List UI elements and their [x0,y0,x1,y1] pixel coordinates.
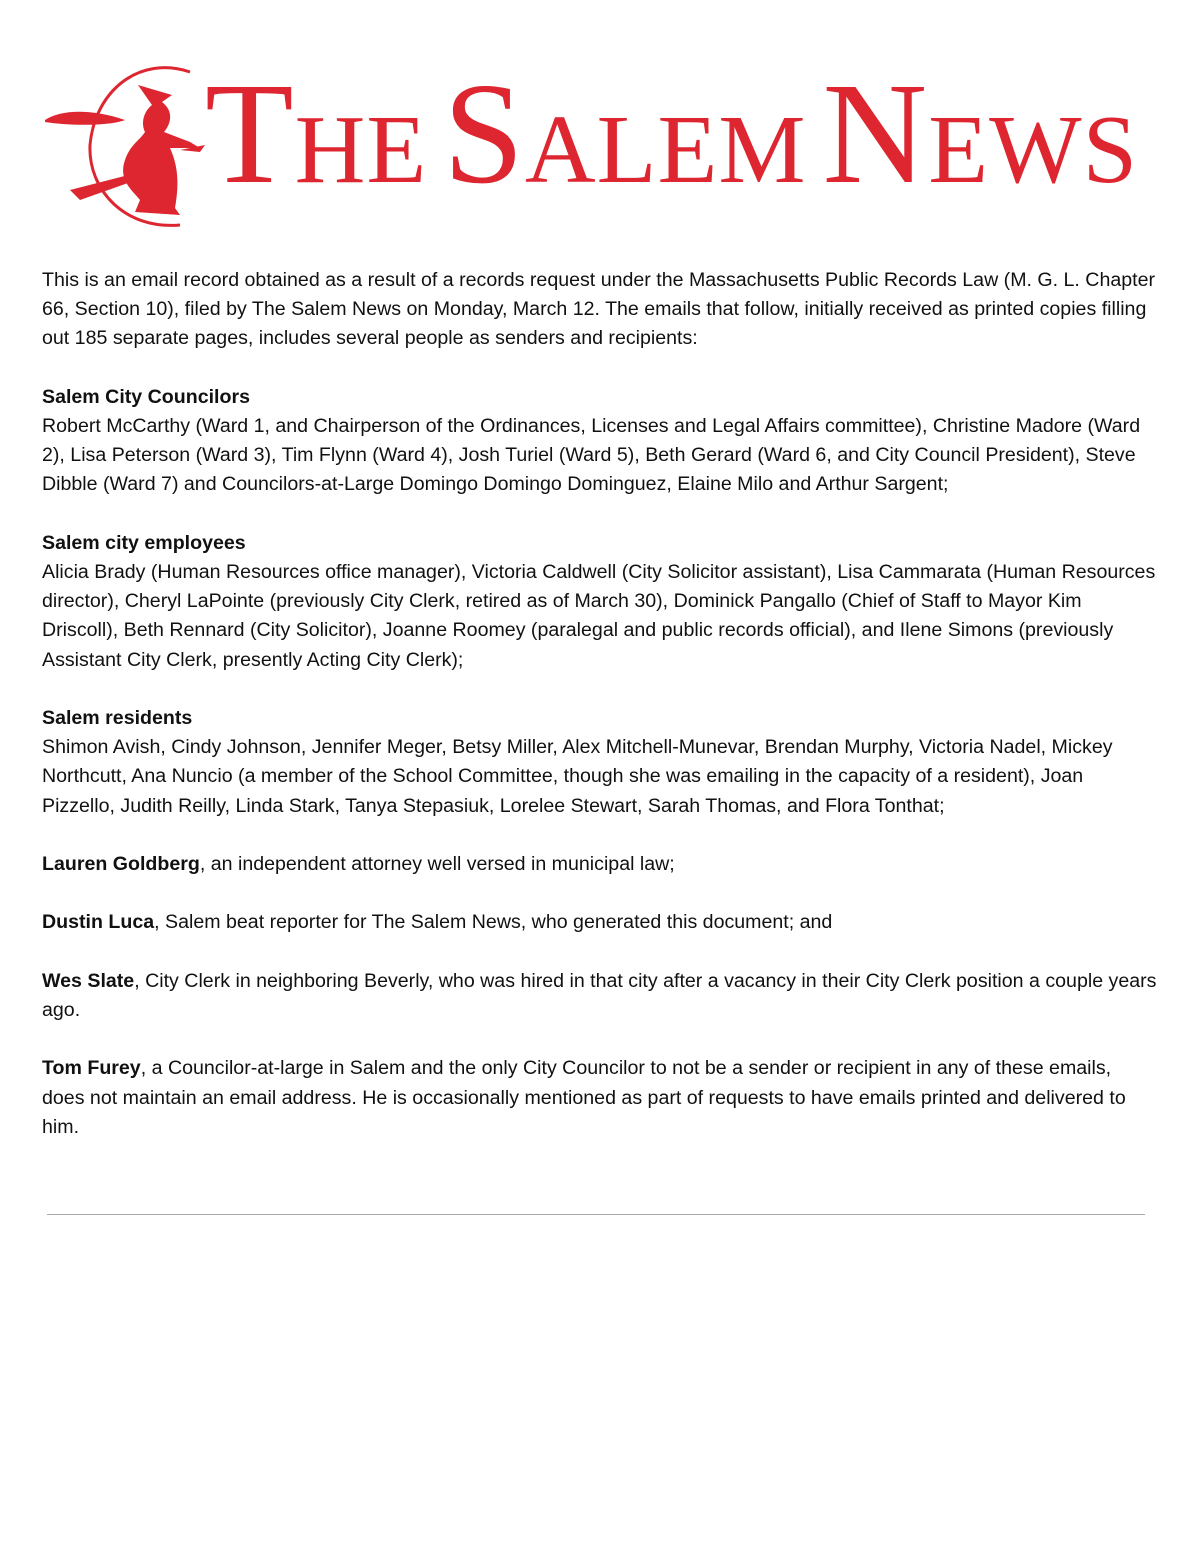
masthead-letters: ALEM [524,96,807,204]
document-body [42,266,1157,1171]
person-entry [42,850,1157,879]
masthead-letter: S [443,54,525,214]
section-heading: Salem residents [42,707,193,729]
section-employees [42,529,1157,675]
section-body: Shimon Avish, Cindy Johnson, Jennifer Meger, Betsy Miller, Alex Mitchell-Munevar, Brendan Murphy, Victoria Nadel, Mickey Northcutt, Ana Nuncio (a member of the School Committee, though she was emailing in the capacity of a resident), Joan Pizzello, Judith Reilly, Linda Stark, Tanya Stepasiuk, Lorelee Stewart, Sarah Thomas, and Flora Tonthat; [42,736,1113,817]
person-name: Dustin Luca [42,911,155,934]
person-entry [42,908,1157,937]
masthead-letters: HE [294,96,428,204]
intro-paragraph: This is an email record obtained as a result of a records request under the Massachusetts Public Records Law (M. G. L. Chapter 66, Section 10), filed by The Salem News on Monday, March 12. The emails that follow, initially received as printed copies filling out 185 separate pages, includes several people as senders and recipients: [42,269,1156,350]
person-desc: , City Clerk in neighboring Beverly, who was hired in that city after a vacancy in their City Clerk position a couple years ago. [42,969,1157,1021]
section-heading: Salem city employees [42,531,246,554]
person-desc: , a Councilor-at-large in Salem and the only City Councilor to not be a sender or recipient in any of these emails, does not maintain an email address. He is occasionally mentioned as part of requests to have emails printed and delivered to him. [42,1057,1126,1138]
masthead-title [205,54,1139,214]
person-name: Lauren Goldberg [42,853,200,875]
person-name: Tom Furey [42,1057,141,1080]
person-desc: , Salem beat reporter for The Salem News, who generated this document; and [154,911,833,934]
person-entry [42,967,1157,1025]
person-entry [42,1054,1157,1142]
section-heading: Salem City Councilors [42,385,250,408]
section-councilors [42,383,1157,500]
section-body: Alicia Brady (Human Resources office manager), Victoria Caldwell (City Solicitor assistant), Lisa Cammarata (Human Resources director), Cheryl LaPointe (previously City Clerk, retired as of March 30), Dominick Pangallo (Chief of Staff to Mayor Kim Driscoll), Beth Rennard (City Solicitor), Joanne Roomey (paralegal and public records official), and Ilene Simons (previously Assistant City Clerk, presently Acting City Clerk); [42,561,1156,671]
section-body: Robert McCarthy (Ward 1, and Chairperson of the Ordinances, Licenses and Legal Affairs committee), Christine Madore (Ward 2), Lisa Peterson (Ward 3), Tim Flynn (Ward 4), Josh Turiel (Ward 5), Beth Gerard (Ward 6, and City Council President), Steve Dibble (Ward 7) and Councilors-at-Large Domingo Domingo Dominguez, Elaine Milo and Arthur Sargent; [42,415,1141,496]
divider [47,1214,1145,1215]
section-residents [42,704,1157,821]
person-name: Wes Slate [42,969,135,992]
masthead-letter: T [205,54,295,214]
masthead-letters: EWS [928,96,1139,204]
person-desc: , an independent attorney well versed in municipal law; [199,853,675,875]
masthead-letter: N [822,54,929,214]
